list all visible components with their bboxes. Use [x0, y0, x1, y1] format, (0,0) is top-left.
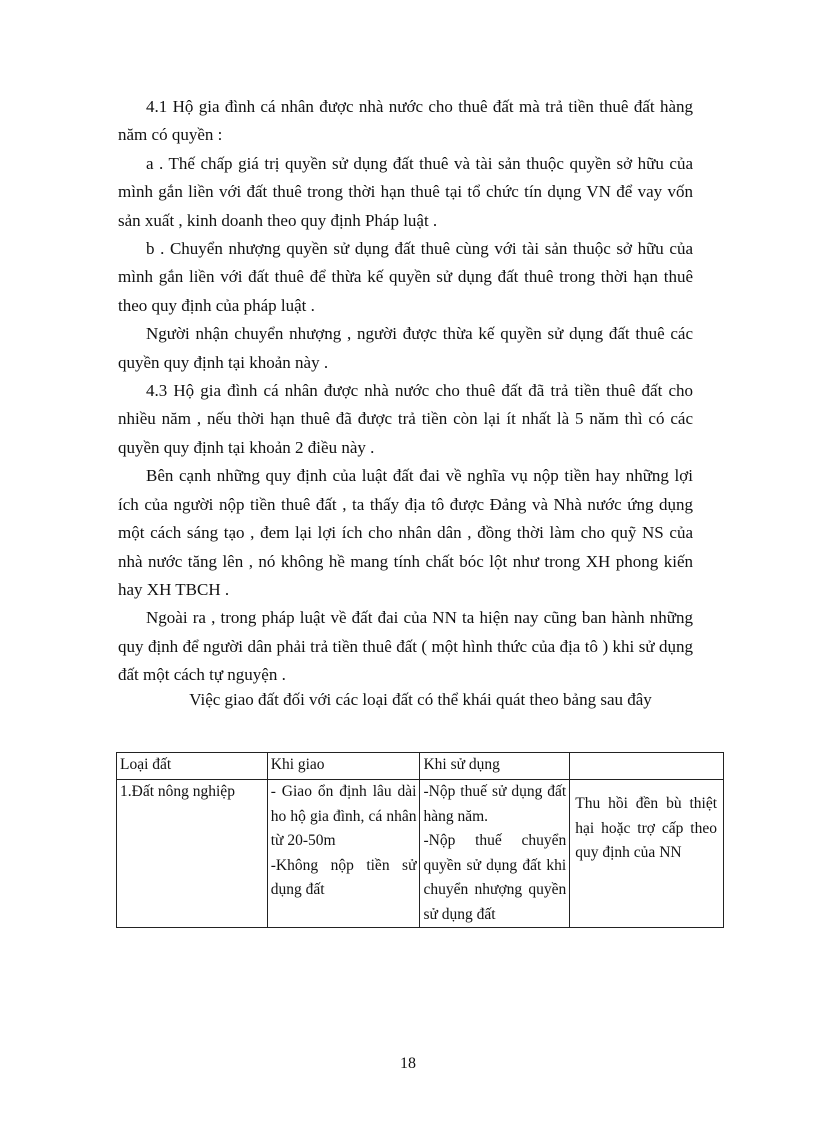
- page-number: 18: [400, 1055, 416, 1072]
- paragraph: a . Thế chấp giá trị quyền sử dụng đất thuê và tài sản thuộc quyền sở hữu của mình gắn liền với đất thuê trong thời hạn thuê tại tổ chức tín dụng VN để vay vốn sản xuất , kinh doanh theo quy định Pháp luật .: [118, 153, 693, 230]
- cell-when-assigned: [267, 780, 420, 928]
- paragraph: Ngoài ra , trong pháp luật về đất đai của NN ta hiện nay cũng ban hành những quy định để người dân phải trả tiền thuê đất ( một hình thức của địa tô ) khi sử dụng đất một cách tự nguyện .: [118, 608, 693, 685]
- land-allocation-table: [116, 752, 724, 928]
- paragraph: 4.3 Hộ gia đình cá nhân được nhà nước cho thuê đất đã trả tiền thuê đất cho nhiều năm , nếu thời hạn thuê đã được trả tiền còn lại ít nhất là 5 năm thì có các quyền quy định tại khoản 2 điều này .: [118, 381, 693, 457]
- paragraph: Người nhận chuyển nhượng , người được thừa kế quyền sử dụng đất thuê các quyền quy định tại khoản này .: [118, 324, 693, 372]
- used-line-2: -Nộp thuế chuyển quyền sử dụng đất khi chuyển nhượng quyền sử dụng đất: [423, 832, 567, 923]
- body-text: [118, 93, 693, 690]
- header-when-used: Khi sử dụng: [420, 753, 570, 780]
- assigned-line-2: -Không nộp tiền sử dụng đất: [270, 856, 417, 898]
- header-when-assigned: Khi giao: [267, 753, 420, 780]
- paragraph: 4.1 Hộ gia đình cá nhân được nhà nước cho thuê đất mà trả tiền thuê đất hàng năm có quyền :: [118, 97, 693, 145]
- table-row: [117, 780, 724, 928]
- cell-revocation: Thu hồi đền bù thiệt hại hoặc trợ cấp theo quy định của NN: [570, 780, 724, 928]
- paragraph: Bên cạnh những quy định của luật đất đai về nghĩa vụ nộp tiền hay những lợi ích của người nộp tiền thuê đất , ta thấy địa tô được Đảng và Nhà nước ứng dụng một cách sáng tạo , đem lại lợi ích cho nhân dân , đồng thời làm cho quỹ NS của nhà nước tăng lên , nó không hề mang tính chất bóc lột như trong XH phong kiến hay XH TBCH .: [118, 466, 693, 599]
- header-empty: [570, 753, 724, 780]
- assigned-line-1: - Giao ổn định lâu dài ho hộ gia đình, cá nhân từ 20-50m: [270, 783, 417, 849]
- table-caption: Việc giao đất đối với các loại đất có thể khái quát theo bảng sau đây: [189, 690, 652, 709]
- header-land-type: Loại đất: [117, 753, 268, 780]
- cell-land-type: 1.Đất nông nghiệp: [117, 780, 268, 928]
- used-line-1: -Nộp thuế sử dụng đất hàng năm.: [423, 783, 567, 825]
- cell-when-used: [420, 780, 570, 928]
- table-header-row: [117, 753, 724, 780]
- paragraph: b . Chuyển nhượng quyền sử dụng đất thuê cùng với tài sản thuộc sở hữu của mình gắn liền với đất thuê để thừa kế quyền sử dụng đất thuê trong thời hạn thuê theo quy định của pháp luật .: [118, 239, 693, 315]
